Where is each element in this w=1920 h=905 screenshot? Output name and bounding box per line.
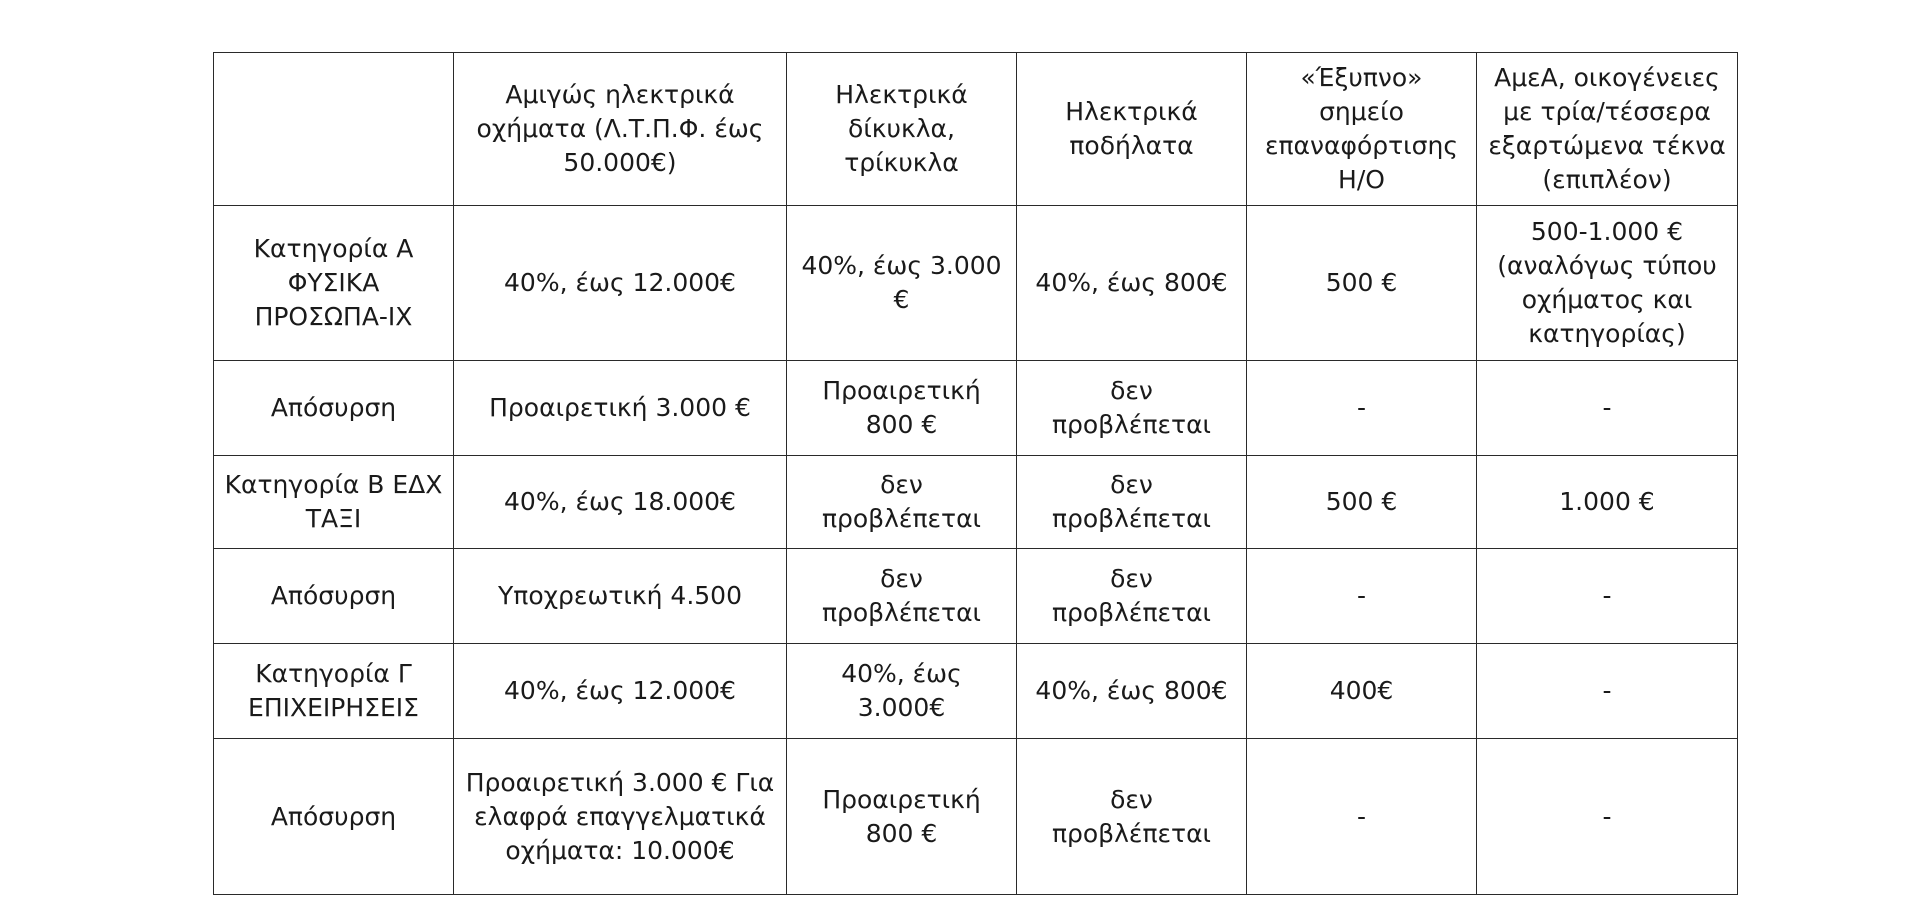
table-cell: - (1477, 644, 1738, 739)
table-cell: Προαιρετική 3.000 € (454, 361, 787, 456)
table-cell: 40%, έως 18.000€ (454, 456, 787, 549)
table-cell: 500 € (1247, 206, 1477, 361)
table-cell: δεν προβλέπεται (1017, 739, 1247, 895)
table-cell: 40%, έως 12.000€ (454, 644, 787, 739)
row-label-withdrawal: Απόσυρση (214, 739, 454, 895)
table-cell: δεν προβλέπεται (787, 549, 1017, 644)
table-cell: Προαιρετική 3.000 € Για ελαφρά επαγγελματικά οχήματα: 10.000€ (454, 739, 787, 895)
table-cell: δεν προβλέπεται (1017, 361, 1247, 456)
header-cell-electric-bicycles: Ηλεκτρικά ποδήλατα (1017, 53, 1247, 206)
header-cell-electric-two-three-wheelers: Ηλεκτρικά δίκυκλα, τρίκυκλα (787, 53, 1017, 206)
table-cell: 40%, έως 12.000€ (454, 206, 787, 361)
table-cell: 40%, έως 3.000 € (787, 206, 1017, 361)
table-row (214, 206, 1738, 361)
table-row (214, 549, 1738, 644)
table-row (214, 739, 1738, 895)
header-cell-smart-charging-point: «Έξυπνο» σημείο επαναφόρτισης Η/Ο (1247, 53, 1477, 206)
row-label-withdrawal: Απόσυρση (214, 549, 454, 644)
table-cell: 500 € (1247, 456, 1477, 549)
row-label-category-a: Κατηγορία Α ΦΥΣΙΚΑ ΠΡΟΣΩΠΑ-ΙΧ (214, 206, 454, 361)
table-cell: - (1477, 361, 1738, 456)
table-cell: Προαιρετική 800 € (787, 739, 1017, 895)
table-cell: 400€ (1247, 644, 1477, 739)
table-cell: Υποχρεωτική 4.500 (454, 549, 787, 644)
table-cell: - (1247, 739, 1477, 895)
table-cell: 40%, έως 800€ (1017, 206, 1247, 361)
header-cell-empty (214, 53, 454, 206)
table-cell: Προαιρετική 800 € (787, 361, 1017, 456)
header-cell-electric-vehicles: Αμιγώς ηλεκτρικά οχήματα (Λ.Τ.Π.Φ. έως 50.000€) (454, 53, 787, 206)
header-cell-disabled-families: ΑμεΑ, οικογένειες με τρία/τέσσερα εξαρτώμενα τέκνα (επιπλέον) (1477, 53, 1738, 206)
table-cell: - (1477, 549, 1738, 644)
table-cell: 40%, έως 3.000€ (787, 644, 1017, 739)
table-row (214, 361, 1738, 456)
table-cell: 500-1.000 € (αναλόγως τύπου οχήματος και κατηγορίας) (1477, 206, 1738, 361)
header-row (214, 53, 1738, 206)
row-label-category-b: Κατηγορία Β ΕΔΧ ΤΑΞΙ (214, 456, 454, 549)
table-cell: δεν προβλέπεται (1017, 456, 1247, 549)
table-row (214, 644, 1738, 739)
table-cell: - (1247, 549, 1477, 644)
table-cell: δεν προβλέπεται (787, 456, 1017, 549)
row-label-category-c: Κατηγορία Γ ΕΠΙΧΕΙΡΗΣΕΙΣ (214, 644, 454, 739)
table-cell: - (1477, 739, 1738, 895)
table-row (214, 456, 1738, 549)
table-cell: 1.000 € (1477, 456, 1738, 549)
table-cell: - (1247, 361, 1477, 456)
row-label-withdrawal: Απόσυρση (214, 361, 454, 456)
table-cell: δεν προβλέπεται (1017, 549, 1247, 644)
table-cell: 40%, έως 800€ (1017, 644, 1247, 739)
subsidy-table (213, 52, 1738, 895)
